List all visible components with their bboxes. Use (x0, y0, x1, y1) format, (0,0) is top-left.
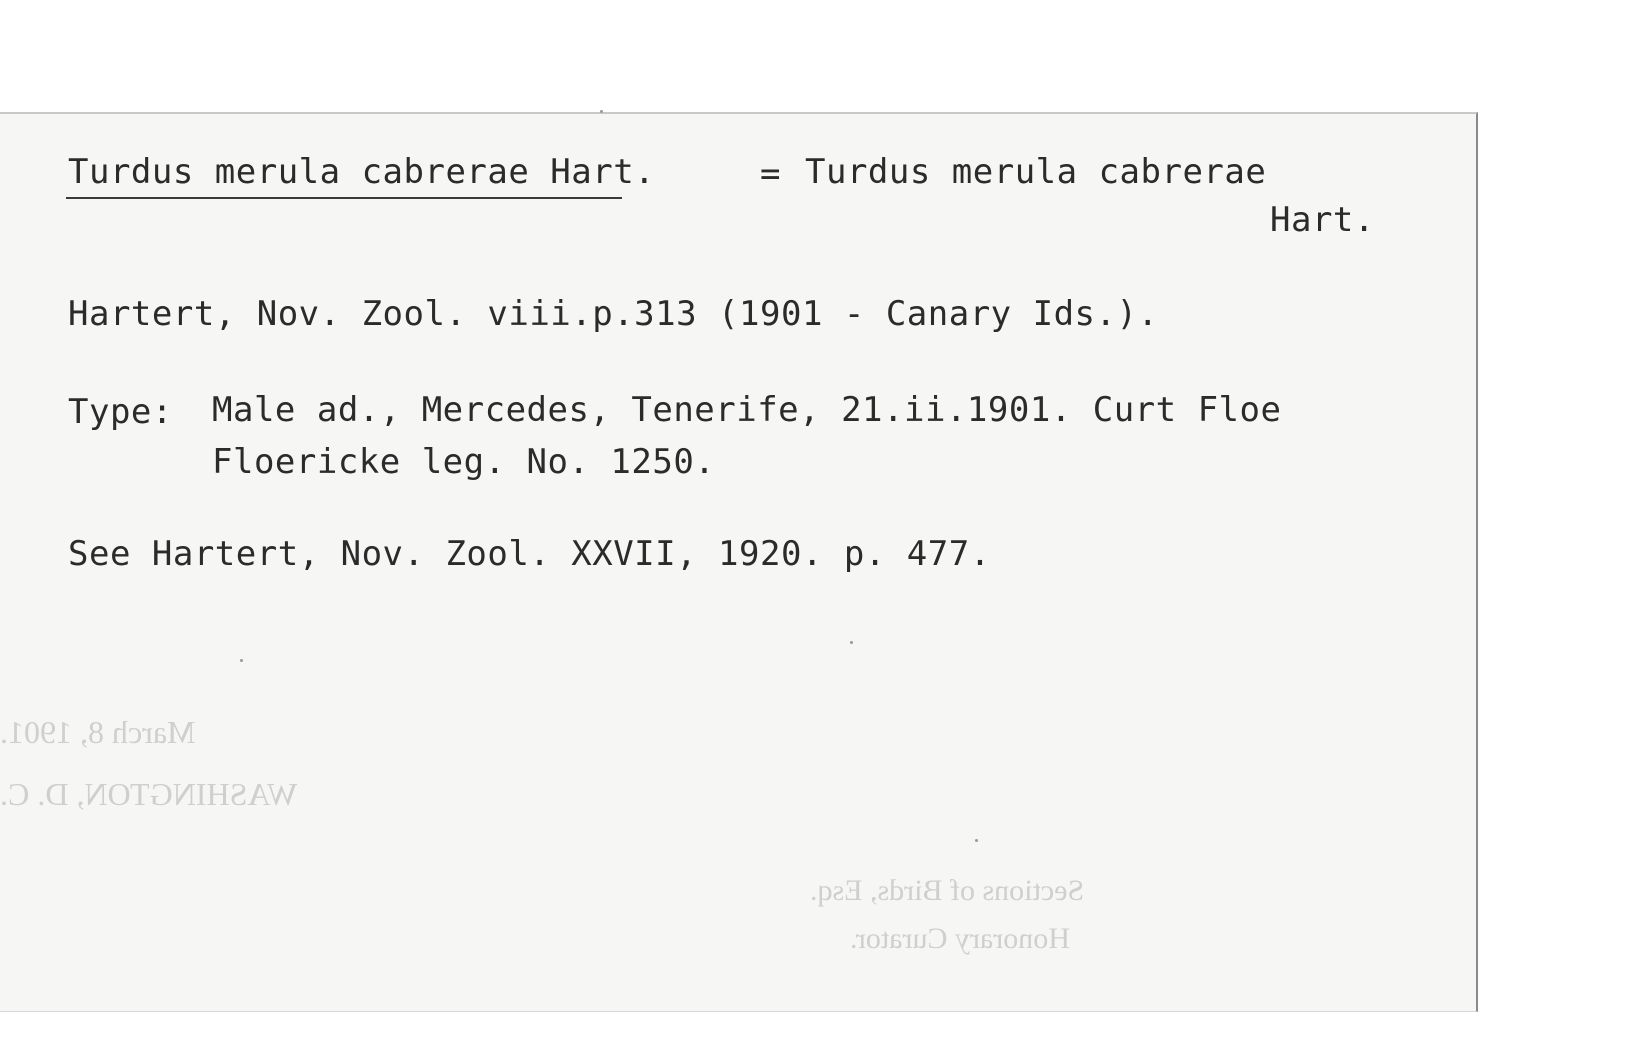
type-label: Type: (68, 392, 173, 432)
bleed-through-line-4: Honorary Curator. (850, 922, 1070, 955)
speck (850, 641, 853, 644)
bleed-through-line-2: WASHINGTON, D. C. (0, 776, 298, 812)
card-title-left: Turdus merula cabrerae Hart. (68, 152, 656, 192)
speck (975, 839, 978, 842)
card-title-separator: = (760, 154, 781, 194)
bleed-through-line-3: Sections of Birds, Esq. (810, 874, 1085, 907)
speck (600, 110, 603, 113)
card-title-right: Turdus merula cabrerae (805, 152, 1267, 192)
card-title-right-continued: Hart. (1270, 200, 1375, 240)
speck (240, 659, 243, 662)
card-citation: Hartert, Nov. Zool. viii.p.313 (1901 - Canary Ids.). (68, 294, 1159, 334)
title-underline (66, 197, 622, 199)
type-line-2: Floericke leg. No. 1250. (212, 442, 716, 482)
see-also-reference: See Hartert, Nov. Zool. XXVII, 1920. p. 477. (68, 534, 991, 574)
type-line-1: Male ad., Mercedes, Tenerife, 21.ii.1901. Curt Floe (212, 390, 1282, 430)
catalog-card (0, 112, 1478, 1012)
bleed-through-line-1: March 8, 1901. (0, 714, 196, 750)
